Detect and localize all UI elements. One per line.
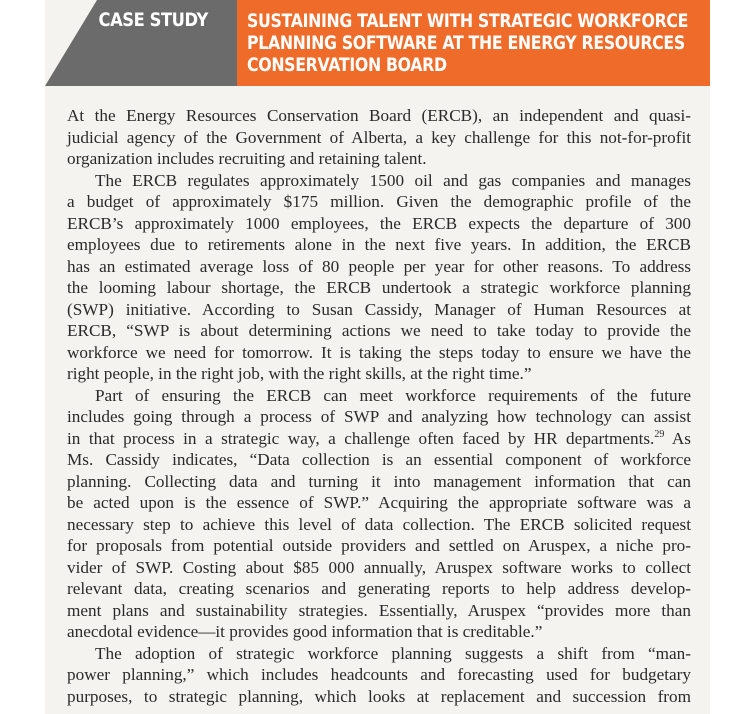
- body-line: judicial agency of the Government of Alberta, a key challenge for this not-for-profit: [67, 127, 691, 147]
- body-line: necessary step to achieve this level of data collection. The ERCB solicited request: [67, 514, 691, 534]
- footnote-ref: 29: [654, 428, 665, 440]
- body-line-text: in that process in a strategic way, a challenge often faced by HR departments.: [67, 428, 655, 448]
- case-study-body: [67, 105, 691, 707]
- body-line: (SWP) initiative. According to Susan Cassidy, Manager of Human Resources at: [67, 299, 691, 319]
- body-line: has an estimated average loss of 80 people per year for other reasons. To address: [67, 256, 691, 276]
- title-line: CONSERVATION BOARD: [247, 54, 447, 76]
- body-line: employees due to retirements alone in the next five years. In addition, the ERCB: [67, 235, 691, 254]
- body-line: organization includes recruiting and retaining talent.: [67, 149, 427, 168]
- body-line-with-footnote: [67, 428, 691, 450]
- body-line: ERCB, “SWP is about determining actions we need to take today to provide the: [67, 321, 691, 340]
- body-line: Part of ensuring the ERCB can meet workforce requirements of the future: [95, 385, 691, 405]
- case-study-title: [237, 0, 710, 86]
- body-line: ERCB’s approximately 1000 employees, the ERCB expects the departure of 300: [67, 213, 691, 233]
- body-line: The ERCB regulates approximately 1500 oil and gas companies and manages: [95, 170, 691, 190]
- title-line: SUSTAINING TALENT WITH STRATEGIC WORKFORCE: [247, 10, 689, 32]
- body-line: Ms. Cassidy indicates, “Data collection is an essential component of workforce: [67, 450, 691, 469]
- body-line: vider of SWP. Costing about $85 000 annually, Aruspex software works to collect: [67, 557, 691, 577]
- body-line: power planning,” which includes headcounts and forecasting used for budgetary: [67, 665, 691, 684]
- body-line-text: As: [671, 428, 691, 448]
- body-line: for proposals from potential outside providers and settled on Aruspex, a niche pro-: [67, 536, 691, 555]
- body-line: includes going through a process of SWP and analyzing how technology can assist: [67, 407, 691, 426]
- body-line: the looming labour shortage, the ERCB undertook a strategic workforce planning: [67, 278, 691, 297]
- body-line: relevant data, creating scenarios and generating reports to help address develop-: [67, 579, 691, 598]
- title-line: PLANNING SOFTWARE AT THE ENERGY RESOURCES: [247, 32, 685, 54]
- case-study-header: [45, 0, 710, 86]
- body-line: workforce we need for tomorrow. It is taking the steps today to ensure we have the: [67, 342, 691, 362]
- body-line: The adoption of strategic workforce planning suggests a shift from “man-: [95, 643, 691, 663]
- case-study-label: CASE STUDY: [98, 9, 208, 31]
- body-line: ment plans and sustainability strategies. Essentially, Aruspex “provides more than: [67, 600, 691, 620]
- body-line: anecdotal evidence—it provides good information that is creditable.”: [67, 622, 543, 641]
- body-line: a budget of approximately $175 million. Given the demographic profile of the: [67, 192, 691, 211]
- body-line: purposes, to strategic planning, which looks at replacement and succession from: [67, 686, 691, 706]
- body-line: right people, in the right job, with the right skills, at the right time.”: [67, 364, 532, 383]
- body-line: be acted upon is the essence of SWP.” Acquiring the appropriate software was a: [67, 493, 691, 512]
- body-line: At the Energy Resources Conservation Board (ERCB), an independent and quasi-: [67, 106, 691, 125]
- body-line: planning. Collecting data and turning it into management information that can: [67, 471, 691, 491]
